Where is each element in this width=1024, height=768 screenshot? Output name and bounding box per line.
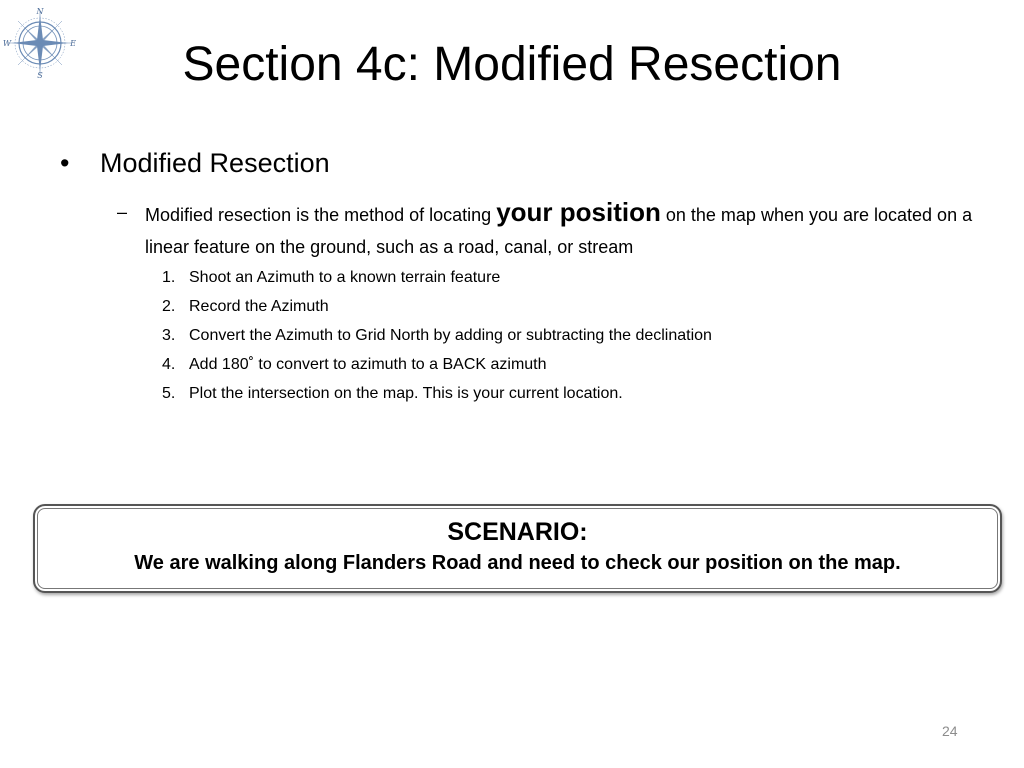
step-number: 3. [162, 327, 176, 344]
compass-letter-s: S [37, 71, 43, 79]
step-number: 4. [162, 356, 176, 373]
scenario-text: We are walking along Flanders Road and need to check our position on the map. [134, 552, 901, 574]
step-number: 2. [162, 298, 176, 315]
sub-bullet-text-after: on the map when you are located on a linear feature on the ground, such as a road, canal, or stream [145, 205, 973, 257]
step-text: Convert the Azimuth to Grid North by adding or subtracting the declination [189, 327, 712, 344]
step-number: 1. [162, 269, 176, 286]
main-bullet [60, 145, 330, 181]
compass-letter-n: N [36, 7, 44, 16]
steps-list [162, 263, 712, 408]
step-number: 5. [162, 385, 176, 402]
compass-letter-w: W [2, 39, 12, 48]
list-item [162, 292, 712, 321]
sub-bullet-emphasis: your position [496, 197, 661, 227]
step-text: Shoot an Azimuth to a known terrain feature [189, 269, 501, 286]
scenario-title: SCENARIO: [447, 518, 588, 546]
sub-bullet-text-before: Modified resection is the method of locating [145, 205, 497, 225]
slide-title: Section 4c: Modified Resection [182, 38, 842, 91]
compass-letter-e: E [70, 39, 76, 48]
scenario-box [33, 504, 1002, 593]
bullet-dot: • [60, 148, 70, 178]
list-item [162, 379, 712, 408]
main-bullet-text: Modified Resection [100, 148, 330, 178]
step-text: Record the Azimuth [189, 298, 329, 315]
step-text: Add 180˚ to convert to azimuth to a BACK azimuth [189, 356, 547, 373]
list-item [162, 350, 712, 379]
sub-bullet-text [145, 196, 977, 263]
sub-bullet-dash: – [117, 202, 128, 222]
list-item [162, 263, 712, 292]
sub-bullet [117, 196, 977, 263]
list-item [162, 321, 712, 350]
step-text: Plot the intersection on the map. This is your current location. [189, 385, 623, 402]
page-number: 24 [942, 723, 958, 739]
